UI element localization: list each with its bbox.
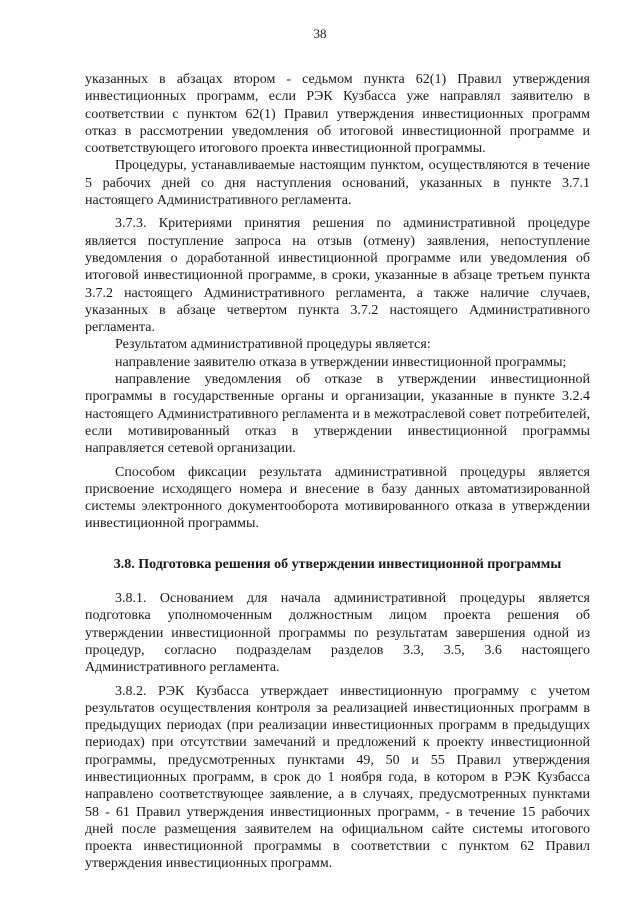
paragraph-continuation: указанных в абзацах втором - седьмом пункта 62(1) Правил утверждения инвестиционных программ, если РЭК Кузбасса уже направлял заявителю в соответствии с пунктом 62(1) Правил утверждения инвестиционных программ отказ в рассмотрении уведомления об итоговой инвестиционной программе и соответствующего итогового проекта инвестиционной программы.	[85, 72, 590, 157]
section-heading-3-8: 3.8. Подготовка решения об утверждении инвестиционной программы	[113, 556, 562, 572]
paragraph-procedures-term: Процедуры, устанавливаемые настоящим пунктом, осуществляются в течение 5 рабочих дней со дня наступления оснований, указанных в пункте 3.7.1 настоящего Административного регламента.	[85, 158, 590, 209]
paragraph-fixation-method: Способом фиксации результата административной процедуры является присвоение исходящего номера и внесение в базу данных автоматизированной системы электронного документооборота мотивированного отказа в утверждении инвестиционной программы.	[85, 464, 590, 532]
paragraph-result-item-2: направление уведомления об отказе в утверждении инвестиционной программы в государственные органы и организации, указанные в пункте 3.2.4 настоящего Административного регламента и в межотраслевой совет потребителей, если мотивированный отказ в утверждении инвестиционной программы направляется сетевой организации.	[85, 372, 590, 457]
document-body	[85, 71, 590, 873]
paragraph-result-intro: Результатом административной процедуры является:	[115, 337, 431, 353]
paragraph-3-8-2: 3.8.2. РЭК Кузбасса утверждает инвестиционную программу с учетом результатов осуществления контроля за реализацией инвестиционных программ в предыдущих периодах (при реализации инвестиционных программ в предыдущих периодах) при отсутствии замечаний и предложений к проекту инвестиционной программы, предусмотренных пунктами 49, 50 и 55 Правил утверждения инвестиционных программ, в срок до 1 ноября года, в котором в РЭК Кузбасса направлено соответствующее заявление, а в случаях, предусмотренных пунктами 58 - 61 Правил утверждения инвестиционных программ, - в течение 15 рабочих дней после размещения заявителем на официальном сайте системы итогового проекта инвестиционной программы в соответствии с пунктом 62 Правил утверждения инвестиционных программ.	[85, 683, 590, 872]
page-number: 38	[313, 26, 327, 41]
paragraph-result-item-1: направление заявителю отказа в утверждении инвестиционной программы;	[115, 354, 567, 370]
paragraph-3-7-3: 3.7.3. Критериями принятия решения по административной процедуре является поступление запроса на отзыв (отмену) заявления, непоступление уведомления о доработанной инвестиционной программе или уведомления об итоговой инвестиционной программе, в сроки, указанные в абзаце третьем пункта 3.7.2 настоящего Административного регламента, а также наличие случаев, указанных в абзаце четвертом пункта 3.7.2 настоящего Административного регламента.	[85, 216, 590, 336]
paragraph-3-8-1: 3.8.1. Основанием для начала административной процедуры является подготовка уполномоченным должностным лицом проекта решения об утверждении инвестиционной программы по результатам завершения одной из процедур, согласно подразделам разделов 3.3, 3.5, 3.6 настоящего Административного регламента.	[85, 591, 590, 676]
